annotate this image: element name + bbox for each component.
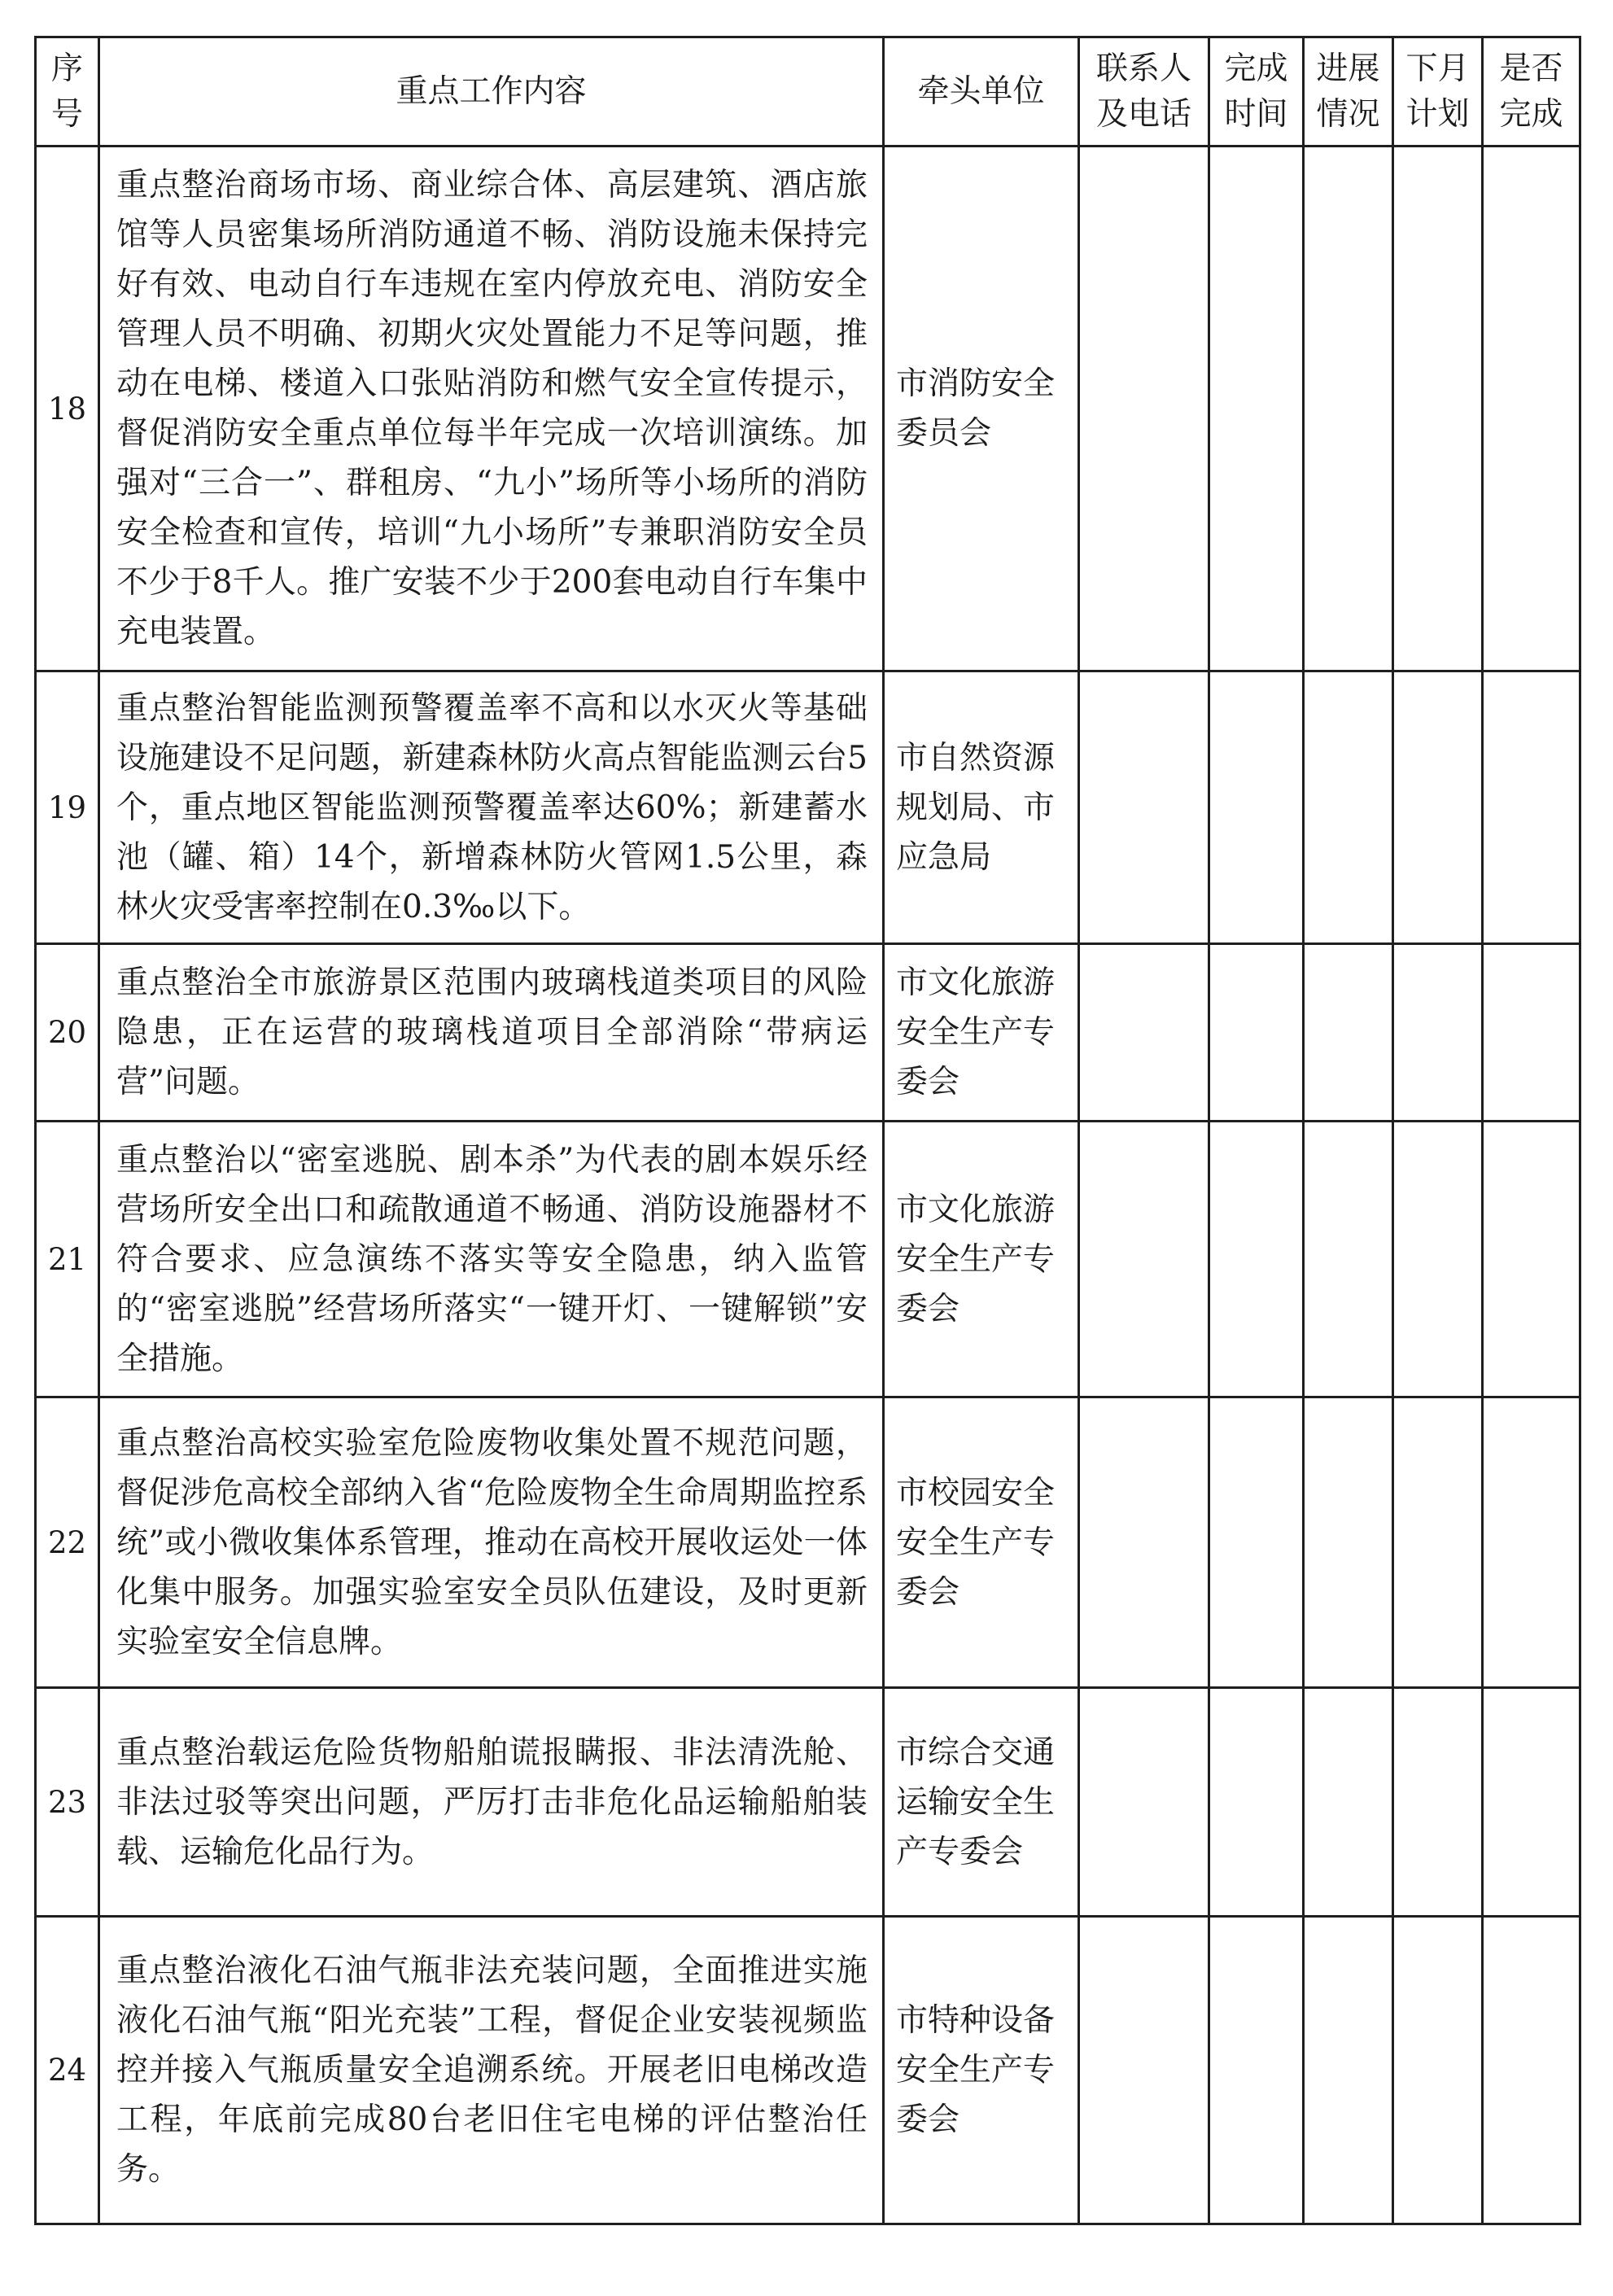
row-lead-unit: 市自然资源规划局、市应急局: [884, 671, 1079, 944]
row-completed-cell: [1483, 1917, 1580, 2224]
row-completed-cell: [1483, 1688, 1580, 1917]
row-progress-cell: [1304, 944, 1393, 1122]
row-progress-cell: [1304, 1917, 1393, 2224]
row-content: 重点整治载运危险货物船舶谎报瞒报、非法清洗舱、非法过驳等突出问题，严厉打击非危化品运输船舶装载、运输危化品行为。: [99, 1688, 884, 1917]
row-progress-cell: [1304, 671, 1393, 944]
table-row: [36, 1917, 1580, 2224]
row-next-plan-cell: [1393, 1917, 1483, 2224]
row-contact-cell: [1079, 1122, 1209, 1397]
row-deadline-cell: [1209, 147, 1304, 671]
row-content: 重点整治高校实验室危险废物收集处置不规范问题，督促涉危高校全部纳入省“危险废物全生命周期监控系统”或小微收集体系管理，推动在高校开展收运处一体化集中服务。加强实验室安全员队伍建设，及时更新实验室安全信息牌。: [99, 1397, 884, 1688]
row-content: 重点整治全市旅游景区范围内玻璃栈道类项目的风险隐患，正在运营的玻璃栈道项目全部消除“带病运营”问题。: [99, 944, 884, 1122]
table-row: [36, 1122, 1580, 1397]
table-row: [36, 1688, 1580, 1917]
row-progress-cell: [1304, 1122, 1393, 1397]
row-deadline-cell: [1209, 1397, 1304, 1688]
header-next-plan: 下月 计划: [1393, 37, 1483, 147]
header-seq: 序 号: [36, 37, 99, 147]
table-row: [36, 147, 1580, 671]
row-number: 22: [36, 1397, 99, 1688]
row-contact-cell: [1079, 1397, 1209, 1688]
row-next-plan-cell: [1393, 944, 1483, 1122]
row-deadline-cell: [1209, 944, 1304, 1122]
table-row: [36, 944, 1580, 1122]
row-contact-cell: [1079, 1917, 1209, 2224]
row-number: 20: [36, 944, 99, 1122]
row-content: 重点整治智能监测预警覆盖率不高和以水灭火等基础设施建设不足问题，新建森林防火高点智能监测云台5个，重点地区智能监测预警覆盖率达60%；新建蓄水池（罐、箱）14个，新增森林防火管网1.5公里，森林火灾受害率控制在0.3‰以下。: [99, 671, 884, 944]
row-lead-unit: 市文化旅游安全生产专委会: [884, 1122, 1079, 1397]
row-number: 21: [36, 1122, 99, 1397]
row-lead-unit: 市特种设备安全生产专委会: [884, 1917, 1079, 2224]
work-table-container: [34, 36, 1579, 2225]
row-deadline-cell: [1209, 1917, 1304, 2224]
row-number: 18: [36, 147, 99, 671]
row-lead-unit: 市文化旅游安全生产专委会: [884, 944, 1079, 1122]
row-content: 重点整治液化石油气瓶非法充装问题，全面推进实施液化石油气瓶“阳光充装”工程，督促企业安装视频监控并接入气瓶质量安全追溯系统。开展老旧电梯改造工程，年底前完成80台老旧住宅电梯的评估整治任务。: [99, 1917, 884, 2224]
row-deadline-cell: [1209, 671, 1304, 944]
key-work-table: [34, 36, 1581, 2225]
table-row: [36, 1397, 1580, 1688]
row-progress-cell: [1304, 1397, 1393, 1688]
row-lead-unit: 市校园安全安全生产专委会: [884, 1397, 1079, 1688]
row-number: 19: [36, 671, 99, 944]
row-contact-cell: [1079, 671, 1209, 944]
row-progress-cell: [1304, 1688, 1393, 1917]
row-contact-cell: [1079, 944, 1209, 1122]
row-contact-cell: [1079, 1688, 1209, 1917]
row-contact-cell: [1079, 147, 1209, 671]
row-next-plan-cell: [1393, 671, 1483, 944]
row-content: 重点整治商场市场、商业综合体、高层建筑、酒店旅馆等人员密集场所消防通道不畅、消防设施未保持完好有效、电动自行车违规在室内停放充电、消防安全管理人员不明确、初期火灾处置能力不足等问题，推动在电梯、楼道入口张贴消防和燃气安全宣传提示，督促消防安全重点单位每半年完成一次培训演练。加强对“三合一”、群租房、“九小”场所等小场所的消防安全检查和宣传，培训“九小场所”专兼职消防安全员不少于8千人。推广安装不少于200套电动自行车集中充电装置。: [99, 147, 884, 671]
row-deadline-cell: [1209, 1688, 1304, 1917]
row-lead-unit: 市消防安全委员会: [884, 147, 1079, 671]
table-row: [36, 671, 1580, 944]
row-completed-cell: [1483, 671, 1580, 944]
header-deadline: 完成 时间: [1209, 37, 1304, 147]
header-contact: 联系人 及电话: [1079, 37, 1209, 147]
row-deadline-cell: [1209, 1122, 1304, 1397]
row-next-plan-cell: [1393, 1122, 1483, 1397]
row-next-plan-cell: [1393, 147, 1483, 671]
row-lead-unit: 市综合交通运输安全生产专委会: [884, 1688, 1079, 1917]
row-completed-cell: [1483, 1122, 1580, 1397]
row-next-plan-cell: [1393, 1397, 1483, 1688]
header-progress: 进展 情况: [1304, 37, 1393, 147]
row-next-plan-cell: [1393, 1688, 1483, 1917]
row-progress-cell: [1304, 147, 1393, 671]
row-content: 重点整治以“密室逃脱、剧本杀”为代表的剧本娱乐经营场所安全出口和疏散通道不畅通、消防设施器材不符合要求、应急演练不落实等安全隐患，纳入监管的“密室逃脱”经营场所落实“一键开灯、一键解锁”安全措施。: [99, 1122, 884, 1397]
row-completed-cell: [1483, 1397, 1580, 1688]
row-number: 24: [36, 1917, 99, 2224]
row-completed-cell: [1483, 944, 1580, 1122]
header-lead-unit: 牵头单位: [884, 37, 1079, 147]
header-completed: 是否 完成: [1483, 37, 1580, 147]
header-row: [36, 37, 1580, 147]
header-content: 重点工作内容: [99, 37, 884, 147]
row-number: 23: [36, 1688, 99, 1917]
row-completed-cell: [1483, 147, 1580, 671]
